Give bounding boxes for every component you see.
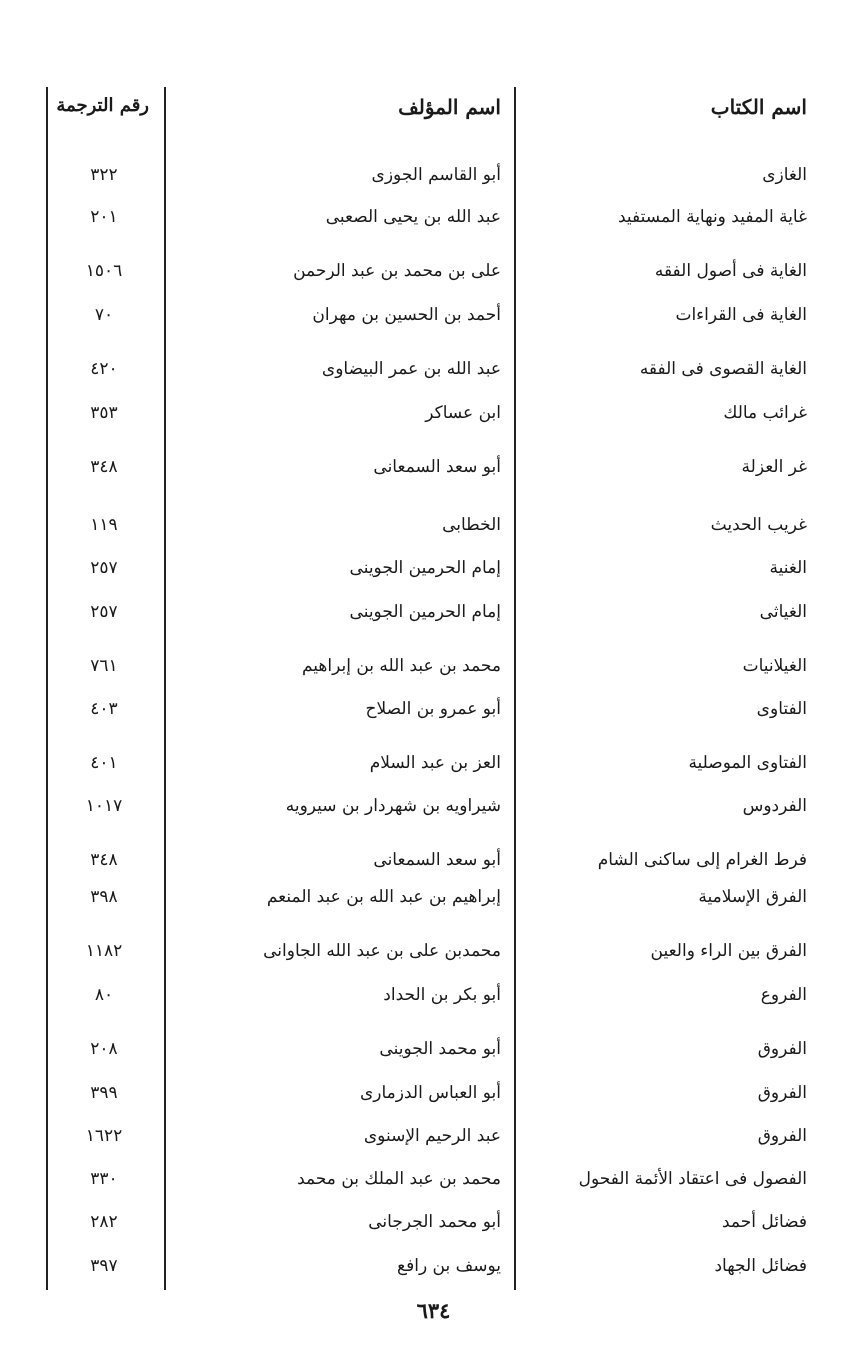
table-row [0, 160, 867, 190]
book-name: الفروع [760, 985, 807, 1005]
biography-number: ١١٩ [90, 515, 118, 535]
author-name: عبد الرحيم الإسنوى [363, 1126, 501, 1146]
biography-number: ٤٢٠ [90, 359, 118, 379]
biography-number: ١٠١٧ [85, 796, 123, 816]
table-row [0, 452, 867, 482]
table-row [0, 936, 867, 966]
biography-number: ٣٣٠ [90, 1169, 118, 1189]
book-name: الفروق [757, 1039, 807, 1059]
header-book-name: اسم الكتاب [710, 95, 807, 119]
table-row [0, 1251, 867, 1281]
book-name: غرائب مالك [723, 403, 807, 423]
book-name: الفردوس [742, 796, 807, 816]
author-name: أبو محمد الجرجانى [368, 1212, 501, 1232]
author-name: إمام الحرمين الجوينى [349, 558, 501, 578]
table-row [0, 980, 867, 1010]
biography-number: ٣٩٨ [90, 887, 118, 907]
biography-number: ١٥٠٦ [85, 261, 123, 281]
book-name: فرط الغرام إلى ساكنى الشام [597, 850, 807, 870]
author-name: محمد بن عبد الله بن إبراهيم [301, 656, 501, 676]
biography-number: ٢٥٧ [90, 558, 118, 578]
author-name: الخطابى [442, 515, 501, 535]
table-row [0, 1034, 867, 1064]
book-name: الغازى [762, 165, 807, 185]
biography-number: ٣٥٣ [90, 403, 118, 423]
author-name: شيراويه بن شهردار بن سيرويه [285, 796, 501, 816]
table-row [0, 845, 867, 875]
author-name: محمدبن على بن عبد الله الجاوانى [263, 941, 501, 961]
book-name: الفروق [757, 1126, 807, 1146]
header-biography-number: رقم الترجمة [56, 95, 149, 116]
author-name: أبو العباس الدزمارى [359, 1083, 501, 1103]
book-name: الفتاوى الموصلية [688, 753, 807, 773]
author-name: أبو بكر بن الحداد [383, 985, 501, 1005]
table-row [0, 882, 867, 912]
book-name: الفصول فى اعتقاد الأئمة الفحول [578, 1169, 807, 1189]
author-name: محمد بن عبد الملك بن محمد [297, 1169, 501, 1189]
table-row [0, 510, 867, 540]
author-name: أبو سعد السمعانى [373, 457, 501, 477]
author-name: إمام الحرمين الجوينى [349, 602, 501, 622]
table-row [0, 694, 867, 724]
table-row [0, 256, 867, 286]
table-row [0, 202, 867, 232]
author-name: أبو عمرو بن الصلاح [365, 699, 501, 719]
book-name: الغاية فى أصول الفقه [654, 261, 807, 281]
book-name: فضائل الجهاد [714, 1256, 807, 1276]
biography-number: ٤٠١ [90, 753, 118, 773]
biography-number: ٣٤٨ [90, 850, 118, 870]
table-row [0, 1207, 867, 1237]
author-name: أبو سعد السمعانى [373, 850, 501, 870]
biography-number: ٢٠٨ [90, 1039, 118, 1059]
table-row [0, 300, 867, 330]
biography-number: ٢٠١ [90, 207, 118, 227]
author-name: على بن محمد بن عبد الرحمن [293, 261, 501, 281]
biography-number: ١١٨٢ [85, 941, 123, 961]
author-name: ابن عساكر [425, 403, 501, 423]
table-row [0, 1164, 867, 1194]
biography-number: ٣٢٢ [90, 165, 118, 185]
table-row [0, 748, 867, 778]
table-row [0, 398, 867, 428]
book-name: غاية المفيد ونهاية المستفيد [618, 207, 807, 227]
author-name: أبو القاسم الجوزى [371, 165, 501, 185]
author-name: أبو محمد الجوينى [379, 1039, 501, 1059]
page-number: ٦٣٤ [416, 1298, 451, 1323]
author-name: إبراهيم بن عبد الله بن عبد المنعم [266, 887, 501, 907]
biography-number: ٣٩٧ [90, 1256, 118, 1276]
book-name: فضائل أحمد [721, 1212, 807, 1232]
biography-number: ١٦٢٢ [85, 1126, 123, 1146]
book-name: الغنية [769, 558, 807, 578]
biography-number: ٧٠ [94, 305, 114, 325]
header-author-name: اسم المؤلف [398, 95, 501, 119]
book-name: الغيلانيات [742, 656, 807, 676]
biography-number: ٧٦١ [90, 656, 118, 676]
table-row [0, 1078, 867, 1108]
table-row [0, 354, 867, 384]
book-name: الغاية فى القراءات [675, 305, 807, 325]
book-name: الغاية القصوى فى الفقه [639, 359, 807, 379]
table-row [0, 597, 867, 627]
book-name: الفتاوى [756, 699, 807, 719]
book-name: الفرق بين الراء والعين [650, 941, 807, 961]
author-name: العز بن عبد السلام [369, 753, 501, 773]
author-name: عبد الله بن عمر البيضاوى [321, 359, 501, 379]
biography-number: ٣٩٩ [90, 1083, 118, 1103]
book-name: الفرق الإسلامية [698, 887, 807, 907]
biography-number: ٢٥٧ [90, 602, 118, 622]
book-name: غر العزلة [741, 457, 807, 477]
biography-number: ٨٠ [94, 985, 114, 1005]
book-name: غريب الحديث [710, 515, 807, 535]
author-name: أحمد بن الحسين بن مهران [312, 305, 501, 325]
table-row [0, 791, 867, 821]
book-name: الغياثى [759, 602, 807, 622]
author-name: يوسف بن رافع [397, 1256, 501, 1276]
table-row [0, 651, 867, 681]
biography-number: ٢٨٢ [90, 1212, 118, 1232]
biography-number: ٣٤٨ [90, 457, 118, 477]
table-row [0, 553, 867, 583]
book-name: الفروق [757, 1083, 807, 1103]
table-row [0, 1121, 867, 1151]
biography-number: ٤٠٣ [90, 699, 118, 719]
author-name: عبد الله بن يحيى الصعبى [325, 207, 501, 227]
